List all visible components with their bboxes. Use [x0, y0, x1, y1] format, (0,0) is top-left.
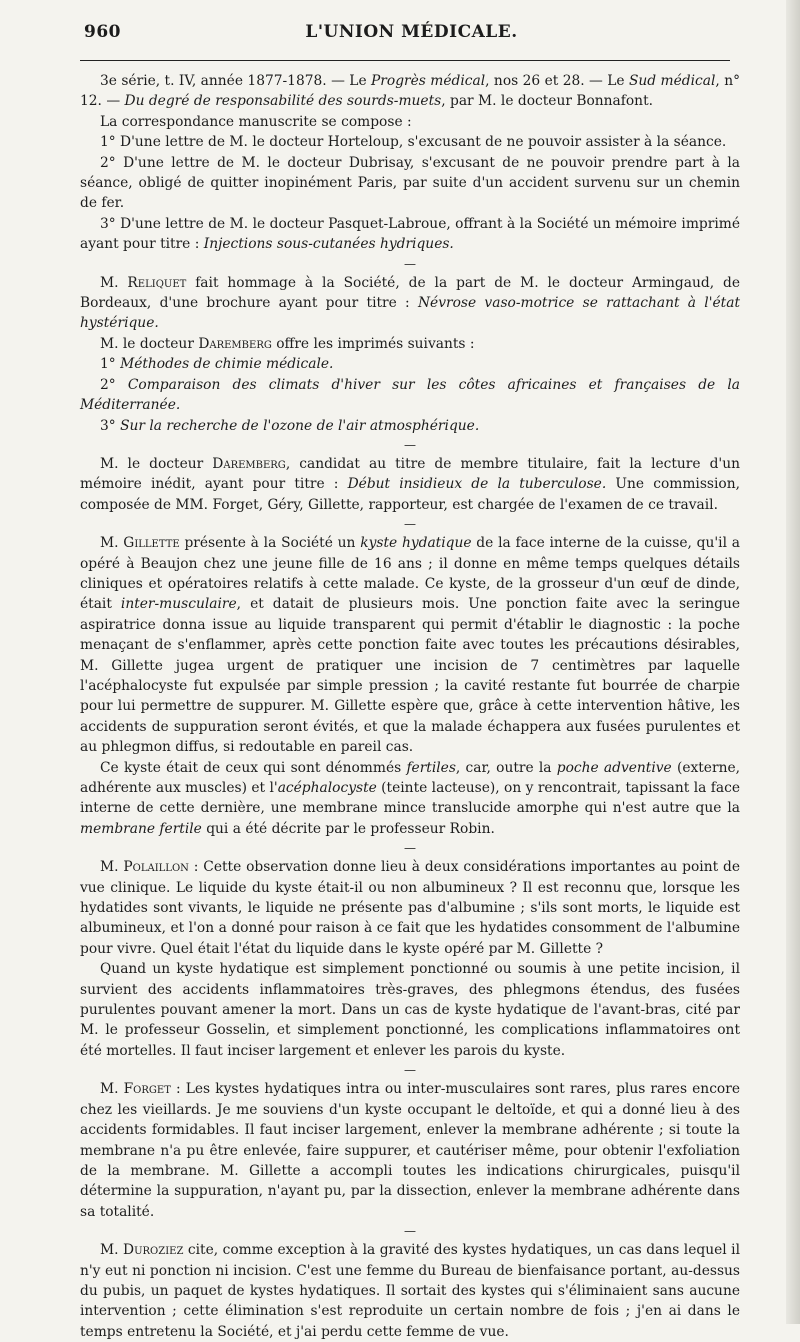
text-run: M.	[100, 535, 124, 552]
italic-text: inter-musculaire	[120, 596, 237, 613]
italic-text: fertiles	[406, 759, 456, 776]
paragraph	[80, 354, 740, 374]
text-run: de la face interne de la cuisse, qu'il a opéré à Beaujon chez une jeune fille de 16 ans ; il donne en même temps quelques détails cliniques et opératoires relatifs à cette malade. Ce kyste, de la grosseur d'un œuf de dinde, était	[80, 535, 740, 613]
paragraph	[80, 273, 740, 334]
italic-text: poche adventive	[556, 759, 672, 776]
italic-text: Sur la recherche de l'ozone de l'air atmosphérique.	[120, 417, 480, 434]
italic-text: kyste hydatique	[360, 535, 472, 552]
text-run: Quand un kyste hydatique est simplement ponctionné ou soumis à une petite incision, il survient des accidents inflammatoires très-graves, des phlegmons étendus, des fusées purulentes pouvant amener la mort. Dans un cas de kyste hydatique de l'avant-bras, cité par M. le professeur Gosselin, et simplement ponctionné, les complications inflammatoires ont été mortelles. Il faut inciser largement et enlever les parois du kyste.	[80, 961, 740, 1059]
text-run: 3	[100, 73, 109, 89]
text-run: 3° D'une lettre de M. le docteur Pasquet-Labroue, offrant à la Société un mémoire imprimé ayant pour titre :	[80, 215, 740, 253]
text-run: (teinte lacteuse), on y rencontrait, tapissant la face interne de cette dernière, une membrane mince translucide amorphe qui n'est autre que la	[80, 780, 740, 817]
paragraph	[80, 214, 740, 255]
text-run: cite, comme exception à la gravité des kystes hydatiques, un cas dans lequel il n'y eut ni ponction ni incision. C'est une femme du Bureau de bienfaisance portant, au-dessus du pubis, un paquet de kystes hydatiques. Il sortait des kystes qui s'éliminaient sans aucune intervention ; cette élimination s'est reproduite un certain nombre de fois ; j'en ai dans le temps entretenu la Société, et j'ai perdu cette femme de vue.	[80, 1242, 741, 1340]
section-separator: —	[404, 256, 416, 271]
text-run: M.	[100, 1242, 124, 1259]
author-name: Polaillon	[123, 859, 189, 876]
author-name: Daremberg	[212, 455, 286, 472]
italic-text: Comparaison des climats d'hiver sur les côtes africaines et françaises de la Méditerranée.	[80, 376, 741, 414]
italic-text: Injections sous-cutanées hydriques.	[203, 236, 454, 253]
text-run: M. le docteur	[100, 335, 199, 352]
text-run: 1° D'une lettre de M. le docteur Horteloup, s'excusant de ne pouvoir assister à la séance.	[100, 134, 727, 151]
text-run: : Les kystes hydatiques intra ou inter-musculaires sont rares, plus rares encore chez les vieillards. Je me souviens d'un kyste occupant le deltoïde, et qui a donné lieu à des accidents formidables. Il faut inciser largement, enlever la membrane adhérente ; si toute la membrane n'a pu être enlevée, faire suppurer, et cautériser même, pour obtenir l'exfoliation de la membrane. M. Gillette a accompli toutes les indications chirurgicales, puisqu'il détermine la suppuration, n'ayant pu, par la dissection, enlever la membrane adhérente dans sa totalité.	[80, 1081, 740, 1220]
section-separator: —	[404, 437, 416, 452]
text-run: série, t. IV, année 1877-1878. — Le	[116, 73, 372, 89]
paragraph	[80, 1079, 740, 1222]
author-name: Duroziez	[123, 1242, 184, 1259]
text-run: offre les imprimés suivants :	[271, 335, 475, 352]
paragraph	[80, 132, 740, 152]
text-run: 3°	[100, 417, 121, 434]
text-run: , par M. le docteur Bonnafont.	[441, 93, 654, 110]
text-run: , n	[485, 73, 503, 89]
paragraph	[80, 857, 740, 959]
text-run: M.	[100, 1081, 124, 1098]
author-name: Daremberg	[198, 335, 272, 352]
text-run: e	[108, 73, 117, 89]
text-run: 2° D'une lettre de M. le docteur Dubrisay, s'excusant de ne pouvoir prendre part à la séance, obligé de quitter inopinément Paris, par suite d'un accident survenu sur un chemin de fer.	[80, 154, 740, 212]
paragraph	[80, 112, 740, 132]
text-run: qui a été décrite par le professeur Robin.	[201, 820, 495, 837]
text-run: : Cette observation donne lieu à deux considérations importantes au point de vue clinique. Le liquide du kyste était-il ou non albumineux ? Il est reconnu que, lorsque les hydatides sont vivants, le liquide ne présente pas d'albumine ; s'ils sont morts, le liquide est albumineux, et l'on a donné pour raison à ce fait que les hydatides consomment de l'albumine pour vivre. Quel était l'état du liquide dans le kyste opéré par M. Gillette ?	[80, 859, 740, 957]
paragraph	[80, 454, 740, 515]
paragraph	[80, 416, 740, 436]
running-header	[80, 22, 736, 48]
paragraph	[80, 1240, 740, 1342]
paragraph	[80, 71, 740, 112]
text-run: , candidat au titre de membre titulaire, fait la lecture d'un mémoire inédit, ayant pour titre :	[80, 455, 740, 493]
italic-text: Du degré de responsabilité des sourds-muets	[124, 93, 442, 110]
author-name: Reliquet	[127, 274, 187, 291]
author-name: Forget	[123, 1081, 171, 1098]
italic-text: acéphalocyste	[277, 780, 377, 796]
italic-text: Progrès médical	[371, 73, 486, 89]
italic-text: Début insidieux de la tuberculose.	[347, 476, 607, 493]
paragraph	[80, 375, 740, 416]
paragraph	[80, 533, 740, 757]
page-number: 960	[84, 22, 121, 42]
text-run: La correspondance manuscrite se compose :	[100, 113, 412, 130]
text-run: 1°	[100, 356, 121, 373]
text-run: M.	[100, 859, 124, 876]
paragraph	[80, 334, 740, 354]
text-run: (externe, adhérente aux muscles) et l'	[80, 759, 741, 796]
italic-text: membrane fertile	[80, 820, 202, 837]
text-run: , et datait de plusieurs mois. Une ponction faite avec la seringue aspiratrice donna issue au liquide transparent qui permit d'établir le diagnostic : la poche menaçant de s'enflammer, après cette ponction faite avec toutes les précautions désirables, M. Gillette jugea urgent de pratiquer une incision de 7 centimètres par laquelle l'acéphalocyste fut expulsée par simple pression ; la cavité restante fut bourrée de charpie pour lui permettre de suppurer. M. Gillette espère que, grâce à cette intervention hâtive, les accidents de suppuration seront évités, et que la malade échappera aux fusées purulentes et au phlegmon diffus, si redoutable en pareil cas.	[80, 596, 741, 756]
text-run: M.	[100, 274, 128, 291]
section-separator: —	[404, 841, 416, 856]
text-run: 26 et 28. — Le	[518, 73, 629, 89]
text-run: Ce kyste était de ceux qui sont dénommés	[100, 759, 407, 776]
paragraph	[80, 959, 740, 1061]
page-edge-shadow	[786, 0, 800, 1324]
text-run: M. le docteur	[100, 455, 213, 472]
italic-text: Méthodes de chimie médicale.	[120, 356, 334, 373]
text-run: présente à la Société un	[179, 535, 361, 552]
text-run: Une commission, composée de MM. Forget, Géry, Gillette, rapporteur, est chargée de l'examen de ce travail.	[80, 476, 740, 513]
text-run: 2°	[100, 376, 128, 393]
article-body	[80, 71, 740, 1342]
text-run: , car, outre la	[455, 759, 557, 776]
text-run: os	[502, 73, 519, 89]
text-run: fait hommage à la Société, de la part de M. le docteur Armingaud, de Bordeaux, d'une brochure ayant pour titre :	[80, 274, 740, 312]
text-run: , n° 12. —	[80, 73, 740, 110]
header-rule	[80, 60, 730, 61]
section-separator: —	[404, 1224, 416, 1239]
author-name: Gillette	[123, 535, 180, 552]
section-separator: —	[404, 1063, 416, 1078]
section-separator: —	[404, 517, 416, 532]
italic-text: Sud médical	[628, 73, 716, 89]
paragraph	[80, 153, 740, 214]
paragraph	[80, 758, 740, 840]
italic-text: Névrose vaso-motrice se rattachant à l'état hystérique.	[80, 295, 740, 332]
journal-title: L'UNION MÉDICALE.	[305, 22, 518, 42]
